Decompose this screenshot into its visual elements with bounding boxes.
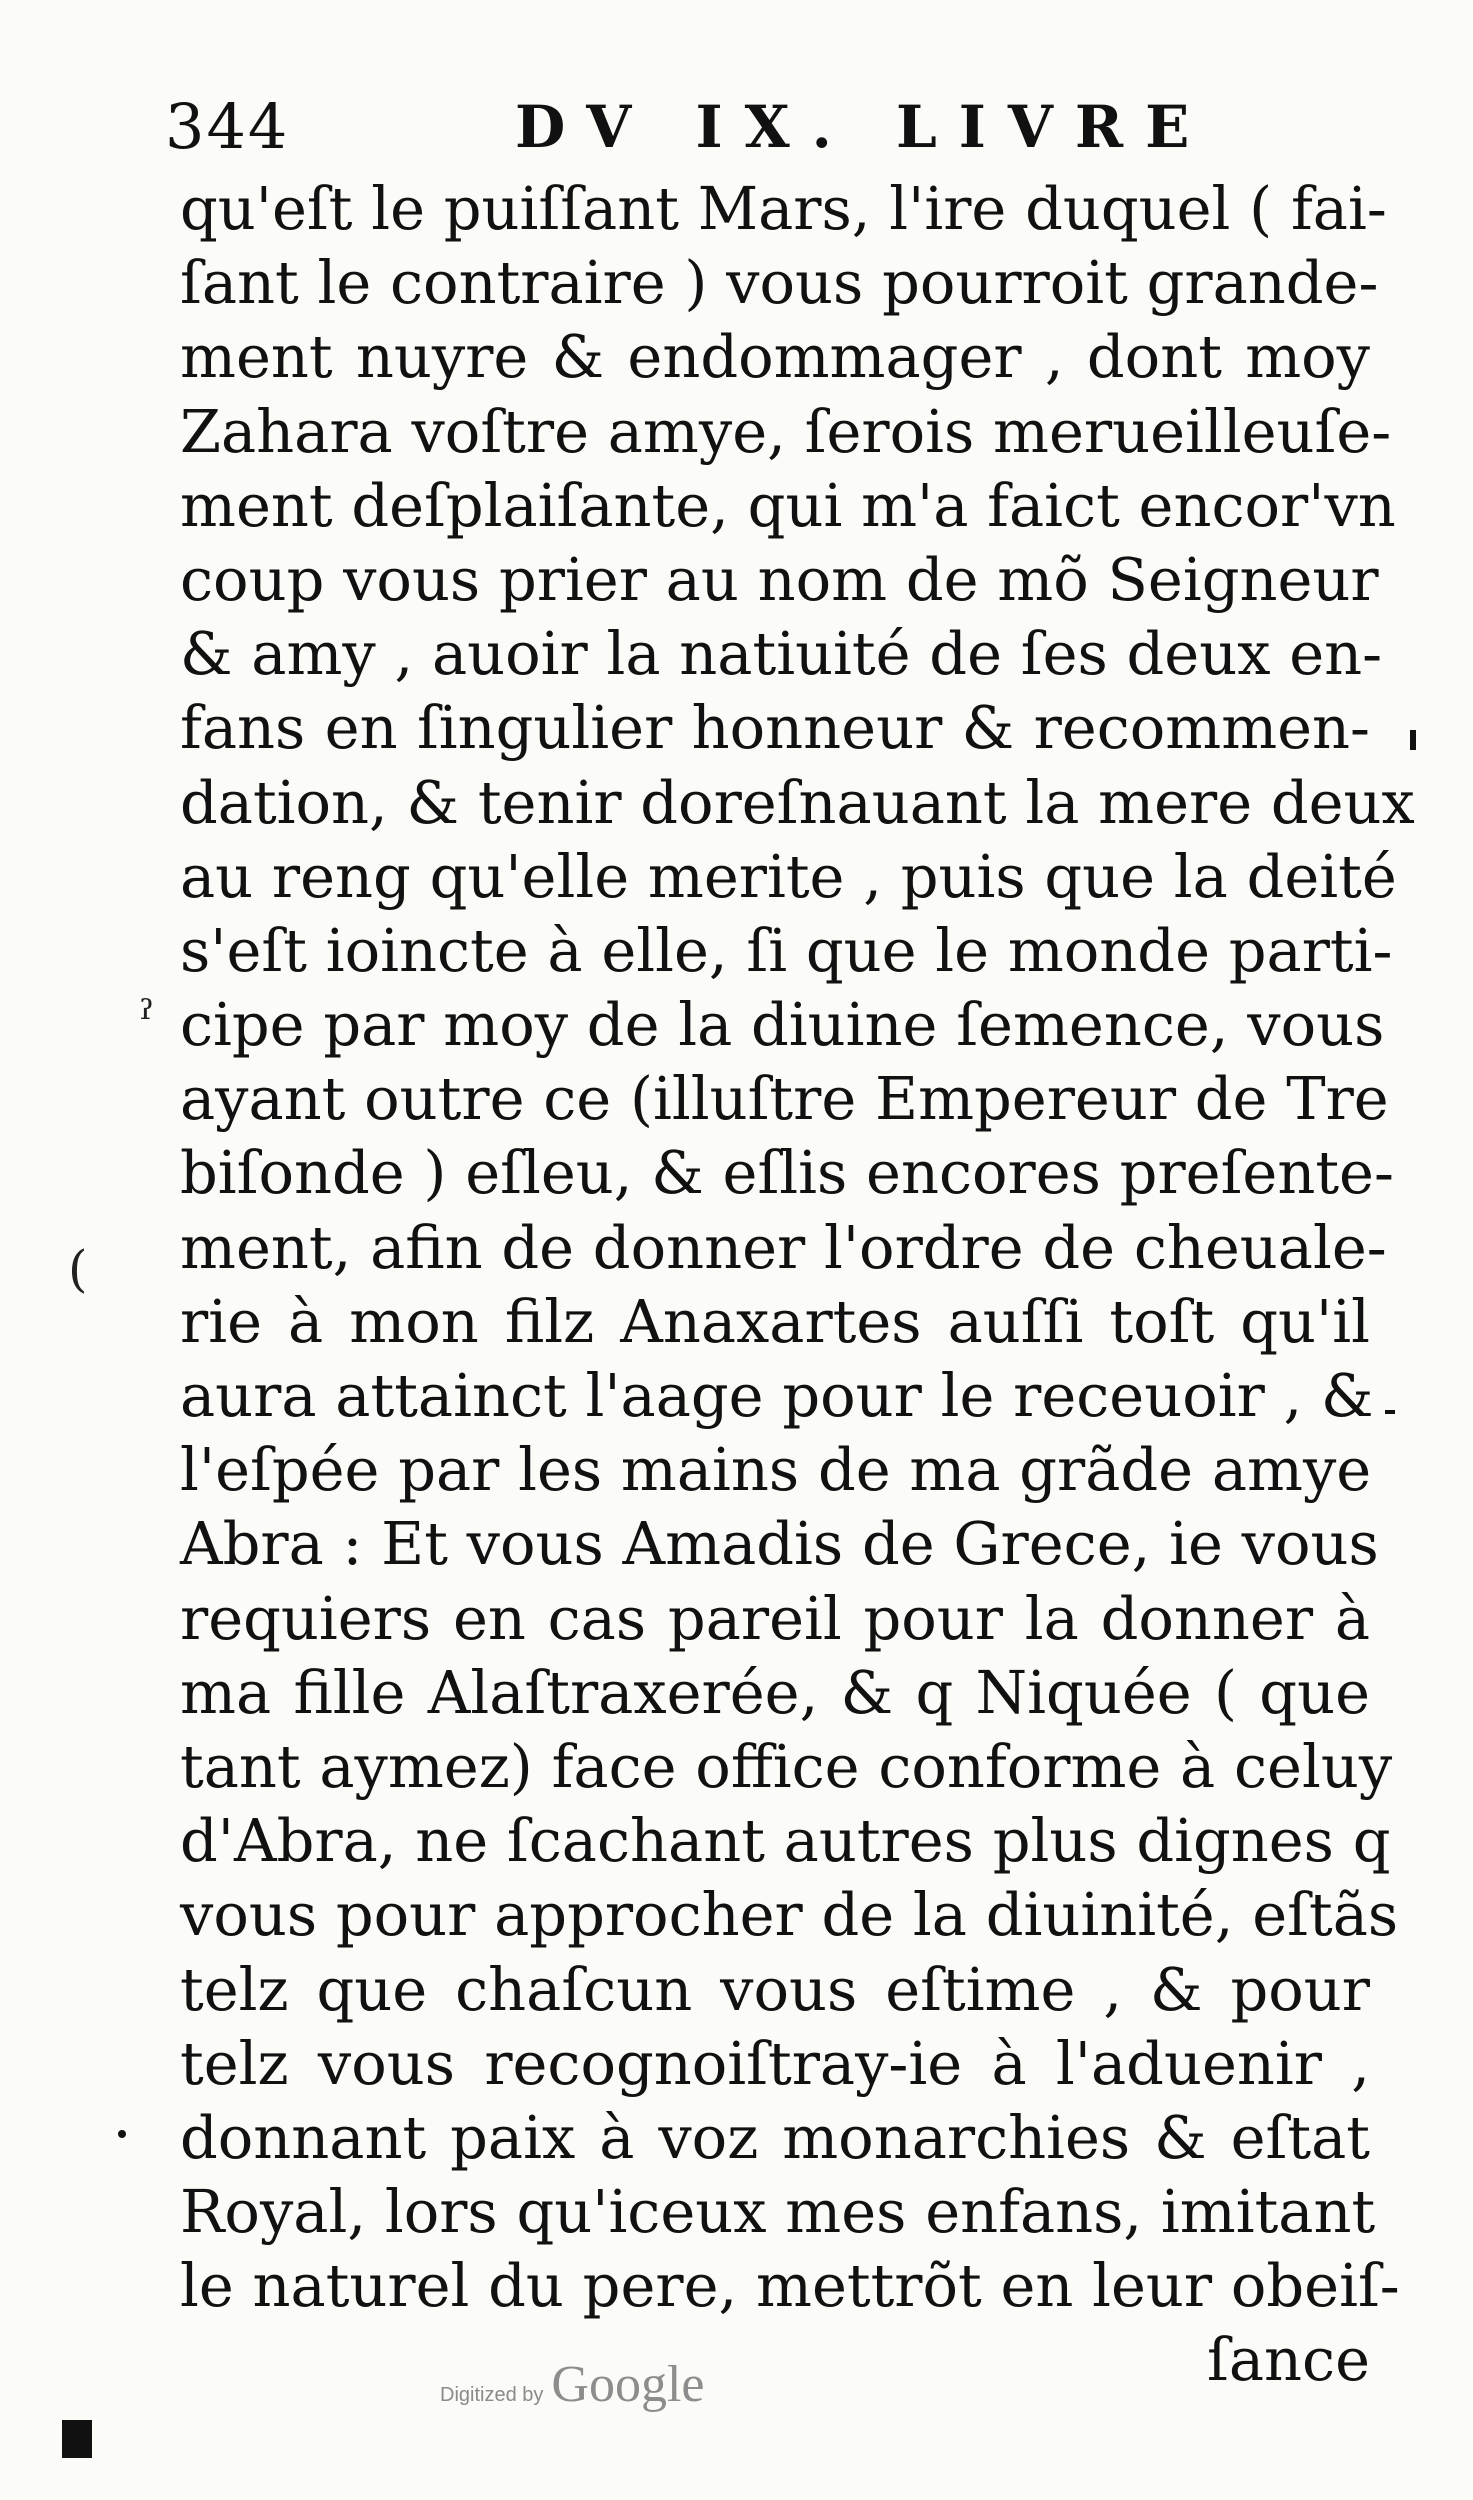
text-line: ment, afin de donner l'ordre de cheuale-	[180, 1212, 1387, 1282]
text-line: ment deſplaiſante, qui m'a faict encor'vn	[180, 470, 1396, 540]
digitized-footer	[440, 2355, 704, 2425]
text-line: Royal, lors qu'iceux mes enfans, imitant	[180, 2177, 1376, 2247]
body-text	[180, 172, 1415, 2398]
text-line: l'eſpée par les mains de ma grãde amye	[180, 1435, 1372, 1505]
text-line: cipe par moy de la diuine ſemence, vous	[180, 990, 1385, 1060]
text-line: au reng qu'elle merite , puis que la deité	[180, 841, 1397, 911]
text-line: telz que chaſcun vous eſtime , & pour	[180, 1954, 1370, 2024]
ink-speck	[1385, 1410, 1395, 1414]
text-line: Zahara voſtre amye, ſerois merueilleuſe-	[180, 396, 1392, 466]
text-line: ayant outre ce (illuſtre Empereur de Tre	[180, 1064, 1389, 1134]
text-line: biſonde ) eſleu, & eſlis encores preſente-	[180, 1138, 1394, 1208]
text-line: vous pour approcher de la diuinité, eſtãs	[180, 1880, 1399, 1950]
text-line: rie à mon filz Anaxartes auſſi toſt qu'il	[180, 1286, 1370, 1356]
text-line: telz vous recognoiſtray-ie à l'aduenir ,	[180, 2028, 1370, 2098]
google-wordmark: Google	[551, 2356, 705, 2413]
page-number: 344	[165, 90, 290, 163]
text-line: ſant le contraire ) vous pourroit grande-	[180, 248, 1379, 318]
digitized-label: Digitized by	[440, 2384, 544, 2406]
text-line: fans en ſingulier honneur & recommen-	[180, 693, 1370, 763]
scan-edge-block	[62, 2420, 92, 2458]
margin-ink-mark: (	[68, 1240, 88, 1298]
ink-speck	[1410, 730, 1416, 750]
text-line: donnant paix à voz monarchies & eſtat	[180, 2102, 1370, 2172]
margin-ink-mark: ˀ	[140, 990, 155, 1048]
text-line: s'eſt ioincte à elle, ſi que le monde parti-	[180, 915, 1393, 985]
text-line: Abra : Et vous Amadis de Grece, ie vous	[180, 1509, 1379, 1579]
text-line: qu'eſt le puiſſant Mars, l'ire duquel ( fai-	[180, 174, 1387, 243]
text-line: aura attainct l'aage pour le receuoir , &	[180, 1361, 1374, 1430]
page-header	[165, 82, 1395, 172]
running-head: DV IX. LIVRE	[515, 93, 1212, 161]
text-line: dation, & tenir doreſnauant la mere deux	[180, 767, 1415, 837]
text-line: requiers en cas pareil pour la donner à	[180, 1583, 1370, 1653]
text-line: & amy , auoir la natiuité de ſes deux en-	[180, 619, 1383, 689]
text-line: le naturel du pere, mettrõt en leur obeiſ-	[180, 2251, 1400, 2321]
text-line: coup vous prier au nom de mõ Seigneur	[180, 544, 1379, 614]
ink-speck	[118, 2130, 126, 2138]
text-line: tant aymez) face office conforme à celuy	[180, 1731, 1393, 1801]
text-line: ma fille Alaſtraxerée, & q Niquée ( que	[180, 1657, 1370, 1727]
catchword: ſance	[1207, 2325, 1370, 2395]
text-line: ment nuyre & endommager , dont moy	[180, 322, 1370, 392]
text-line: d'Abra, ne ſcachant autres plus dignes q	[180, 1806, 1391, 1876]
